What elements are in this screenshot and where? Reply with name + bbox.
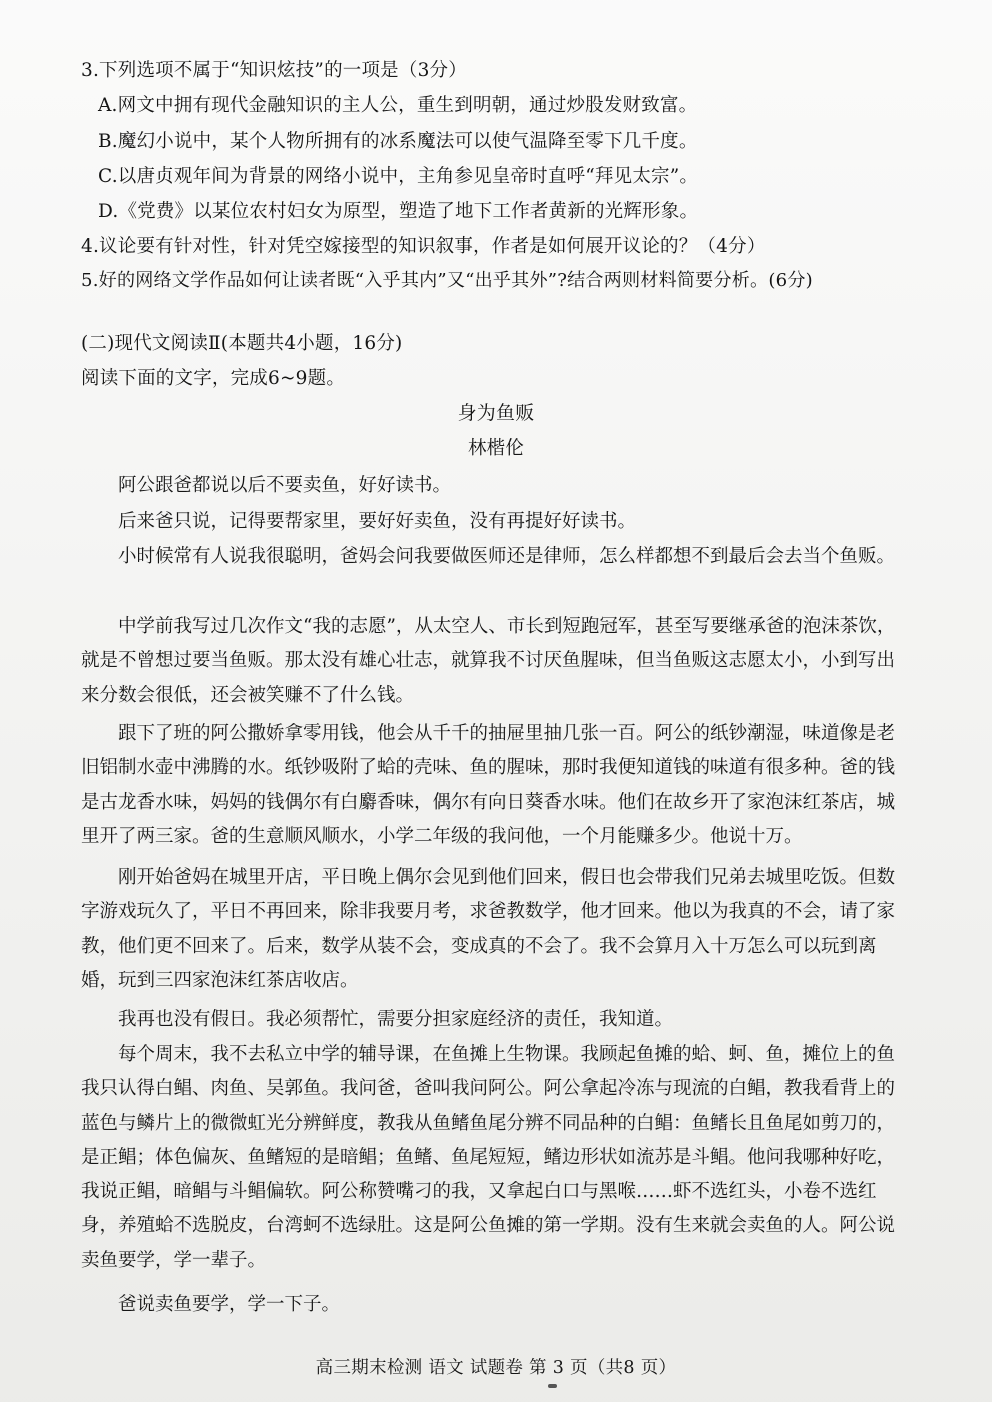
paragraph: 跟下了班的阿公撒娇拿零用钱，他会从千千的抽屉里抽几张一百。阿公的纸钞潮湿，味道像是老旧铝制水壶中沸腾的水。纸钞吸附了蛤的壳味、鱼的腥味，那时我便知道钱的味道有很多种。爸的钱是古龙香水味，妈妈的钱偶尔有白麝香味，偶尔有向日葵香水味。他们在故乡开了家泡沫红茶店，城里开了两三家。爸的生意顺风顺水，小学二年级的我问他，一个月能赚多少。他说十万。 [81, 723, 896, 847]
option-a: A.网文中拥有现代金融知识的主人公，重生到明朝，通过炒股发财致富。 [98, 95, 698, 116]
question-5: 5.好的网络文学作品如何让读者既“入乎其内”又“出乎其外”?结合两则材料简要分析。(6分) [81, 270, 813, 291]
paragraph: 后来爸只说，记得要帮家里，要好好卖鱼，没有再提好好读书。 [118, 511, 637, 532]
paragraph: 阿公跟爸都说以后不要卖鱼，好好读书。 [118, 475, 452, 496]
scan-mark [548, 1384, 557, 1388]
option-c: C.以唐贞观年间为背景的网络小说中，主角参见皇帝时直呼“拜见太宗”。 [98, 166, 699, 187]
paragraph: 我再也没有假日。我必须帮忙，需要分担家庭经济的责任，我知道。 [118, 1009, 674, 1030]
reading-instruction: 阅读下面的文字，完成6~9题。 [81, 368, 346, 389]
paragraph: 爸说卖鱼要学，学一下子。 [118, 1294, 341, 1315]
page-footer: 高三期末检测 语文 试题卷 第 3 页（共8 页） [315, 1358, 677, 1378]
passage-title: 身为鱼贩 [457, 402, 535, 424]
question-4: 4.议论要有针对性，针对凭空嫁接型的知识叙事，作者是如何展开议论的？（4分） [81, 236, 766, 257]
paragraph: 每个周末，我不去私立中学的辅导课，在鱼摊上生物课。我顾起鱼摊的蛤、蚵、鱼，摊位上的鱼我只认得白鲳、肉鱼、吴郭鱼。我问爸，爸叫我问阿公。阿公拿起冷冻与现流的白鲳，教我看背上的蓝色与鳞片上的微微虹光分辨鲜度，教我从鱼鳍鱼尾分辨不同品种的白鲳：鱼鳍长且鱼尾如剪刀的，是正鲳；体色偏灰、鱼鳍短的是暗鲳；鱼鳍、鱼尾短短，鳍边形状如流苏是斗鲳。他问我哪种好吃，我说正鲳，暗鲳与斗鲳偏软。阿公称赞嘴刁的我，又拿起白口与黑喉……虾不选红头，小卷不选红身，养殖蛤不选脱皮，台湾蚵不选绿肚。这是阿公鱼摊的第一学期。没有生来就会卖鱼的人。阿公说卖鱼要学，学一辈子。 [81, 1044, 896, 1271]
option-d: D.《党费》以某位农村妇女为原型，塑造了地下工作者黄新的光辉形象。 [98, 201, 699, 222]
option-b: B.魔幻小说中，某个人物所拥有的冰系魔法可以使气温降至零下几千度。 [98, 131, 698, 152]
question-3: 3.下列选项不属于“知识炫技”的一项是（3分） [81, 60, 467, 81]
paragraph: 中学前我写过几次作文“我的志愿”，从太空人、市长到短跑冠军，甚至写要继承爸的泡沫茶饮，就是不曾想过要当鱼贩。那太没有雄心壮志，就算我不讨厌鱼腥味，但当鱼贩这志愿太小，小到写出来分数会很低，还会被笑赚不了什么钱。 [81, 616, 896, 706]
paragraph: 刚开始爸妈在城里开店，平日晚上偶尔会见到他们回来，假日也会带我们兄弟去城里吃饭。但数字游戏玩久了，平日不再回来，除非我要月考，求爸教数学，他才回来。他以为我真的不会，请了家教，他们更不回来了。后来，数学从装不会，变成真的不会了。我不会算月入十万怎么可以玩到离婚，玩到三四家泡沫红茶店收店。 [81, 867, 896, 991]
section-heading: (二)现代文阅读Ⅱ(本题共4小题，16分) [81, 333, 403, 354]
paragraph: 小时候常有人说我很聪明，爸妈会问我要做医师还是律师，怎么样都想不到最后会去当个鱼贩。 [118, 546, 896, 567]
passage-author: 林楷伦 [467, 438, 525, 459]
